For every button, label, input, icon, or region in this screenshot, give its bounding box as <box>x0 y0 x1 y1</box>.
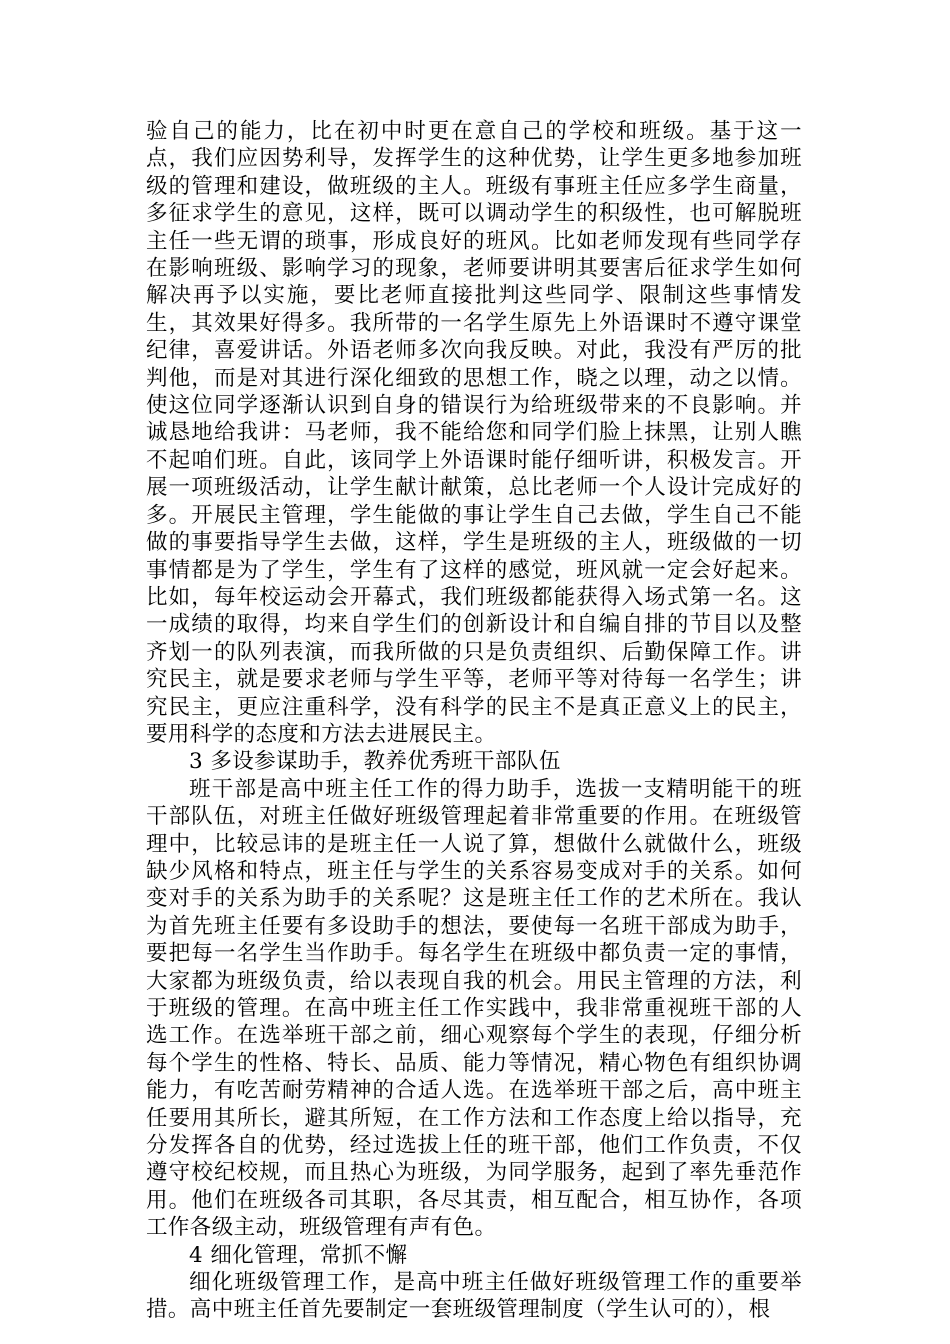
body-paragraph-3: 细化班级管理工作，是高中班主任做好班级管理工作的重要举措。高中班主任首先要制定一套班级管理制度（学生认可的），根 <box>146 1270 802 1323</box>
section-heading-3: 3 多设参谋助手，教养优秀班干部队伍 <box>189 749 561 775</box>
section-heading-4: 4 细化管理，常抓不懈 <box>189 1242 408 1268</box>
body-paragraph-1: 验自己的能力，比在初中时更在意自己的学校和班级。基于这一点，我们应因势利导，发挥学生的这种优势，让学生更多地参加班级的管理和建设，做班级的主人。班级有事班主任应多学生商量，多征求学生的意见，这样，既可以调动学生的积级性，也可解脱班主任一些无谓的琐事，形成良好的班风。比如老师发现有些同学存在影响班级、影响学习的现象，老师要讲明其要害后征求学生如何解决再予以实施，要比老师直接批判这些同学、限制这些事情发生，其效果好得多。我所带的一名学生原先上外语课时不遵守课堂纪律，喜爱讲话。外语老师多次向我反映。对此，我没有严厉的批判他，而是对其进行深化细致的思想工作，晓之以理，动之以情。使这位同学逐渐认识到自身的错误行为给班级带来的不良影响。并诚恳地给我讲：马老师，我不能给您和同学们脸上抹黑，让别人瞧不起咱们班。自此，该同学上外语课时能仔细听讲，积极发言。开展一项班级活动，让学生献计献策，总比老师一个人设计完成好的多。开展民主管理，学生能做的事让学生自己去做，学生自己不能做的事要指导学生去做，这样，学生是班级的主人，班级做的一切事情都是为了学生，学生有了这样的感觉，班风就一定会好起来。比如，每年校运动会开幕式，我们班级都能获得入场式第一名。这一成绩的取得，均来自学生们的创新设计和自编自排的节目以及整齐划一的队列表演，而我所做的只是负责组织、后勤保障工作。讲究民主，就是要求老师与学生平等，老师平等对待每一名学生；讲究民主，更应注重科学，没有科学的民主不是真正意义上的民主，要用科学的态度和方法去进展民主。 <box>146 119 802 747</box>
document-page <box>146 118 802 1324</box>
body-paragraph-2: 班干部是高中班主任工作的得力助手，选拔一支精明能干的班干部队伍，对班主任做好班级管理起着非常重要的作用。在班级管理中，比较忌讳的是班主任一人说了算，想做什么就做什么，班级缺少风格和特点，班主任与学生的关系容易变成对手的关系。如何变对手的关系为助手的关系呢？这是班主任工作的艺术所在。我认为首先班主任要有多设助手的想法，要使每一名班干部成为助手，要把每一名学生当作助手。每名学生在班级中都负责一定的事情，大家都为班级负责，给以表现自我的机会。用民主管理的方法，利于班级的管理。在高中班主任工作实践中，我非常重视班干部的人选工作。在选举班干部之前，细心观察每个学生的表现，仔细分析每个学生的性格、特长、品质、能力等情况，精心物色有组织协调能力，有吃苦耐劳精神的合适人选。在选举班干部之后，高中班主任要用其所长，避其所短，在工作方法和工作态度上给以指导，充分发挥各自的优势，经过选拔上任的班干部，他们工作负责，不仅遵守校纪校规，而且热心为班级，为同学服务，起到了率先垂范作用。他们在班级各司其职，各尽其责，相互配合，相互协作，各项工作各级主动，班级管理有声有色。 <box>146 776 802 1241</box>
